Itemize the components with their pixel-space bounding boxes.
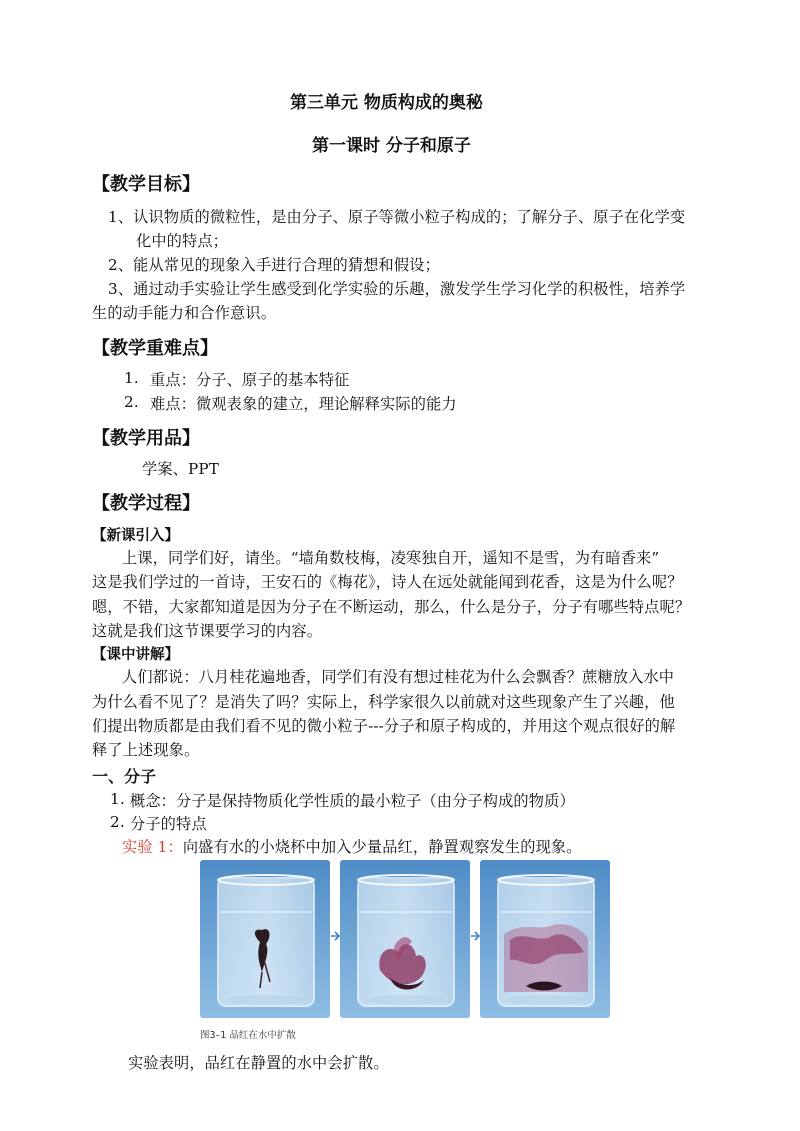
molecule-item-1-number: 1.: [110, 790, 125, 808]
goal-item-3-line-2: 生的动手能力和合作意识。: [92, 304, 277, 322]
lecture-line-3: 们提出物质都是由我们看不见的微小粒子---分子和原子构成的，并用这个观点很好的解: [92, 717, 676, 735]
experiment-label: 实验 1：: [122, 838, 183, 856]
experiment-line: [122, 836, 582, 857]
experiment-conclusion: 实验表明，品红在静置的水中会扩散。: [128, 1054, 389, 1072]
figure-caption: 图3–1 品红在水中扩散: [200, 1030, 296, 1041]
key-point-1-text: 重点：分子、原子的基本特征: [150, 371, 350, 389]
key-point-2-text: 难点：微观表象的建立，理论解释实际的能力: [150, 395, 457, 413]
goal-item-1-line-1: 1、认识物质的微粒性，是由分子、原子等微小粒子构成的；了解分子、原子在化学变: [108, 208, 686, 226]
arrow-right-icon: [330, 928, 340, 944]
molecule-item-1-text: 概念：分子是保持物质化学性质的最小粒子（由分子构成的物质）: [130, 792, 575, 810]
lecture-line-1: 人们都说：八月桂花遍地香，同学们有没有想过桂花为什么会飘香？蔗糖放入水中: [122, 668, 675, 686]
experiment-text: 向盛有水的小烧杯中加入少量品红，静置观察发生的现象。: [182, 838, 582, 856]
molecule-item-2-number: 2.: [110, 813, 125, 831]
key-point-1-number: 1.: [124, 369, 139, 387]
goals-heading: 【教学目标】: [92, 174, 200, 195]
intro-line-1: 上课，同学们好，请坐。“墙角数枝梅，凌寒独自开，遥知不是雪，为有暗香来”: [122, 549, 660, 567]
goal-item-1-line-2: 化中的特点；: [136, 232, 229, 250]
intro-line-3: 嗯，不错，大家都知道是因为分子在不断运动，那么，什么是分子，分子有哪些特点呢？: [92, 598, 691, 616]
key-point-2-number: 2.: [124, 393, 139, 411]
beaker-photo-1: [200, 860, 330, 1018]
molecule-item-2-text: 分子的特点: [130, 815, 207, 833]
arrow-right-icon: [470, 928, 480, 944]
intro-line-2: 这是我们学过的一首诗，王安石的《梅花》，诗人在远处就能闻到花香，这是为什么呢？: [92, 573, 683, 591]
goal-item-3-line-1: 3、通过动手实验让学生感受到化学实验的乐趣，激发学生学习化学的积极性，培养学: [108, 280, 686, 298]
key-points-heading: 【教学重难点】: [92, 338, 218, 359]
unit-title: 第三单元 物质构成的奥秘: [290, 93, 483, 113]
beaker-photo-3: [480, 860, 610, 1018]
lecture-line-2: 为什么看不见了？是消失了吗？实际上，科学家很久以前就对这些现象产生了兴趣，他: [92, 693, 675, 711]
molecule-heading: 一、分子: [92, 767, 157, 786]
goal-item-2: 2、能从常见的现象入手进行合理的猜想和假设；: [108, 256, 440, 274]
materials-text: 学案、PPT: [142, 460, 220, 478]
process-heading: 【教学过程】: [92, 493, 200, 514]
lecture-line-4: 释了上述现象。: [92, 741, 200, 759]
beaker-photo-2: [340, 860, 470, 1018]
lecture-heading: 【课中讲解】: [92, 647, 179, 663]
lesson-title: 第一课时 分子和原子: [312, 136, 471, 156]
intro-line-4: 这就是我们这节课要学习的内容。: [92, 622, 323, 640]
intro-heading: 【新课引入】: [92, 528, 179, 544]
materials-heading: 【教学用品】: [92, 428, 200, 449]
